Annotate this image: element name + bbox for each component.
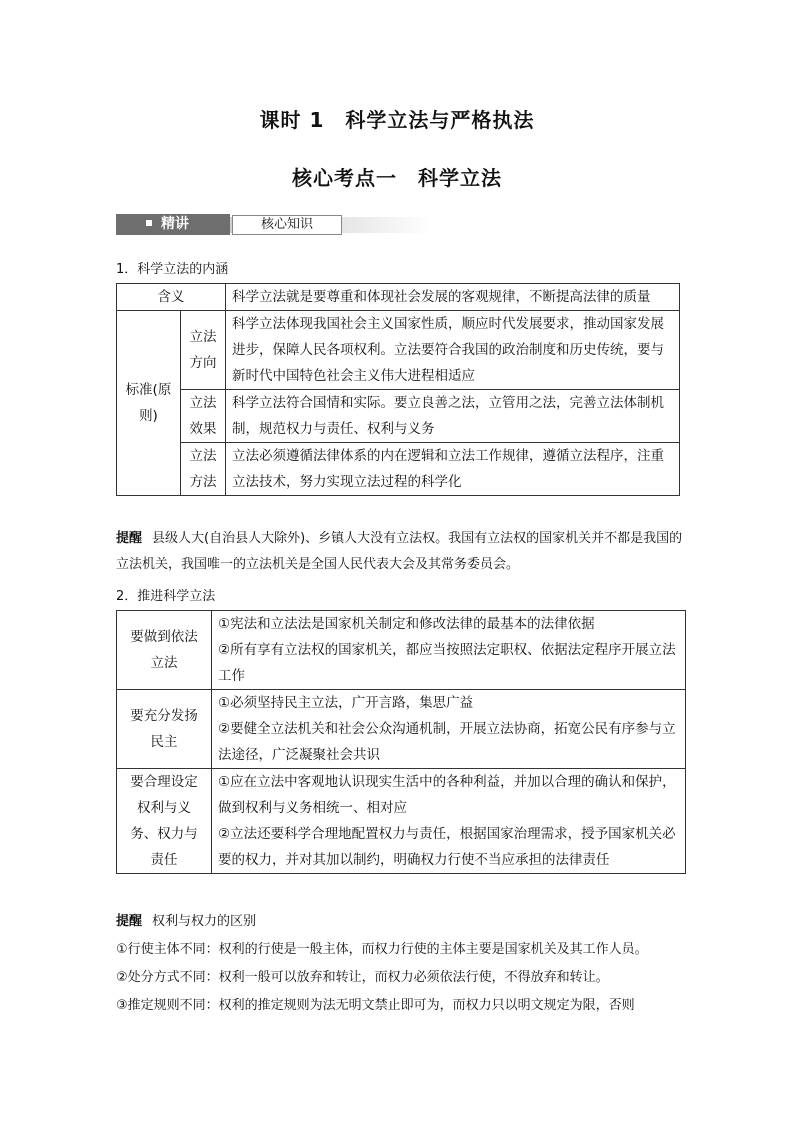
table-row	[117, 769, 686, 874]
tip-line: ③推定规则不同：权利的推定规则为法无明文禁止即可为，而权力只以明文规定为限，否则	[116, 998, 635, 1013]
tip-title: 权利与权力的区别	[152, 914, 257, 929]
list-item: ②立法还要科学合理地配置权力与责任，根据国家治理需求，授予国家机关必要的权力，并对其加以制约，明确权力行使不当应承担的法律责任	[218, 826, 676, 868]
promote-legislation-table	[116, 610, 686, 874]
row-label: 立法效果	[180, 390, 225, 443]
standard-label: 标准(原则)	[117, 311, 181, 496]
section1-heading: 1．科学立法的内涵	[116, 262, 229, 277]
table-row	[117, 690, 686, 769]
row-label: 要做到依法立法	[117, 611, 212, 690]
row-text: 科学立法体现我国社会主义国家性质，顺应时代发展要求，推动国家发展进步，保障人民各项权利。立法要符合我国的政治制度和历史传统，要与新时代中国特色社会主义伟大进程相适应	[226, 311, 680, 390]
reminder-note	[116, 526, 688, 578]
list-item: ①应在立法中客观地认识现实生活中的各种利益，并加以合理的确认和保护，做到权利与义务相统一、相对应	[218, 774, 676, 816]
tip-line: ①行使主体不同：权利的行使是一般主体，而权力行使的主体主要是国家机关及其工作人员。	[116, 942, 648, 957]
keypoint-title: 核心考点一 科学立法	[292, 166, 502, 190]
square-bullet-icon	[146, 220, 152, 226]
banner-dark-tab	[116, 214, 230, 235]
reminder-heading	[116, 910, 256, 929]
row-label: 立法方法	[180, 443, 225, 496]
table-row	[117, 390, 680, 443]
section2-heading: 2．推进科学立法	[116, 589, 216, 604]
row-items	[212, 611, 686, 690]
row-text: 立法必须遵循法律体系的内在逻辑和立法工作规律，遵循立法程序，注重立法技术，努力实现立法过程的科学化	[226, 443, 680, 496]
list-item: ②所有享有立法权的国家机关，都应当按照法定职权、依据法定程序开展立法工作	[218, 642, 676, 684]
table-row	[117, 311, 680, 390]
banner-box-label: 核心知识	[232, 215, 342, 235]
list-item: ①宪法和立法法是国家机关制定和修改法律的最基本的法律依据	[218, 616, 595, 632]
table-row	[117, 611, 686, 690]
tip-label: 提醒	[116, 914, 143, 929]
tip-line: ②处分方式不同：权利一般可以放弃和转让，而权力必须依法行使，不得放弃和转让。	[116, 970, 609, 985]
table-row	[117, 443, 680, 496]
row-label: 要合理设定权利与义务、权力与责任	[117, 769, 212, 874]
row-label: 立法方向	[180, 311, 225, 390]
row-label: 要充分发扬民主	[117, 690, 212, 769]
legislation-meaning-table	[116, 283, 680, 496]
row-text: 科学立法符合国情和实际。要立良善之法，立管用之法，完善立法体制机制，规范权力与责任、权利与义务	[226, 390, 680, 443]
meaning-label: 含义	[117, 284, 226, 311]
table-row	[117, 284, 680, 311]
row-items	[212, 769, 686, 874]
meaning-text: 科学立法就是要尊重和体现社会发展的客观规律，不断提高法律的质量	[226, 284, 680, 311]
note-label: 提醒	[116, 531, 143, 546]
list-item: ②要健全立法机关和社会公众沟通机制，开展立法协商，拓宽公民有序参与立法途径，广泛凝聚社会共识	[218, 721, 676, 763]
list-item: ①必须坚持民主立法，广开言路，集思广益	[218, 695, 474, 711]
banner-dark-label: 精讲	[161, 216, 189, 232]
lesson-title: 课时 1 科学立法与严格执法	[259, 108, 535, 132]
section-banner	[116, 214, 432, 238]
row-items	[212, 690, 686, 769]
note-text: 县级人大(自治县人大除外)、乡镇人大没有立法权。我国有立法权的国家机关并不都是我国的立法机关，我国唯一的立法机关是全国人民代表大会及其常务委员会。	[116, 531, 683, 572]
